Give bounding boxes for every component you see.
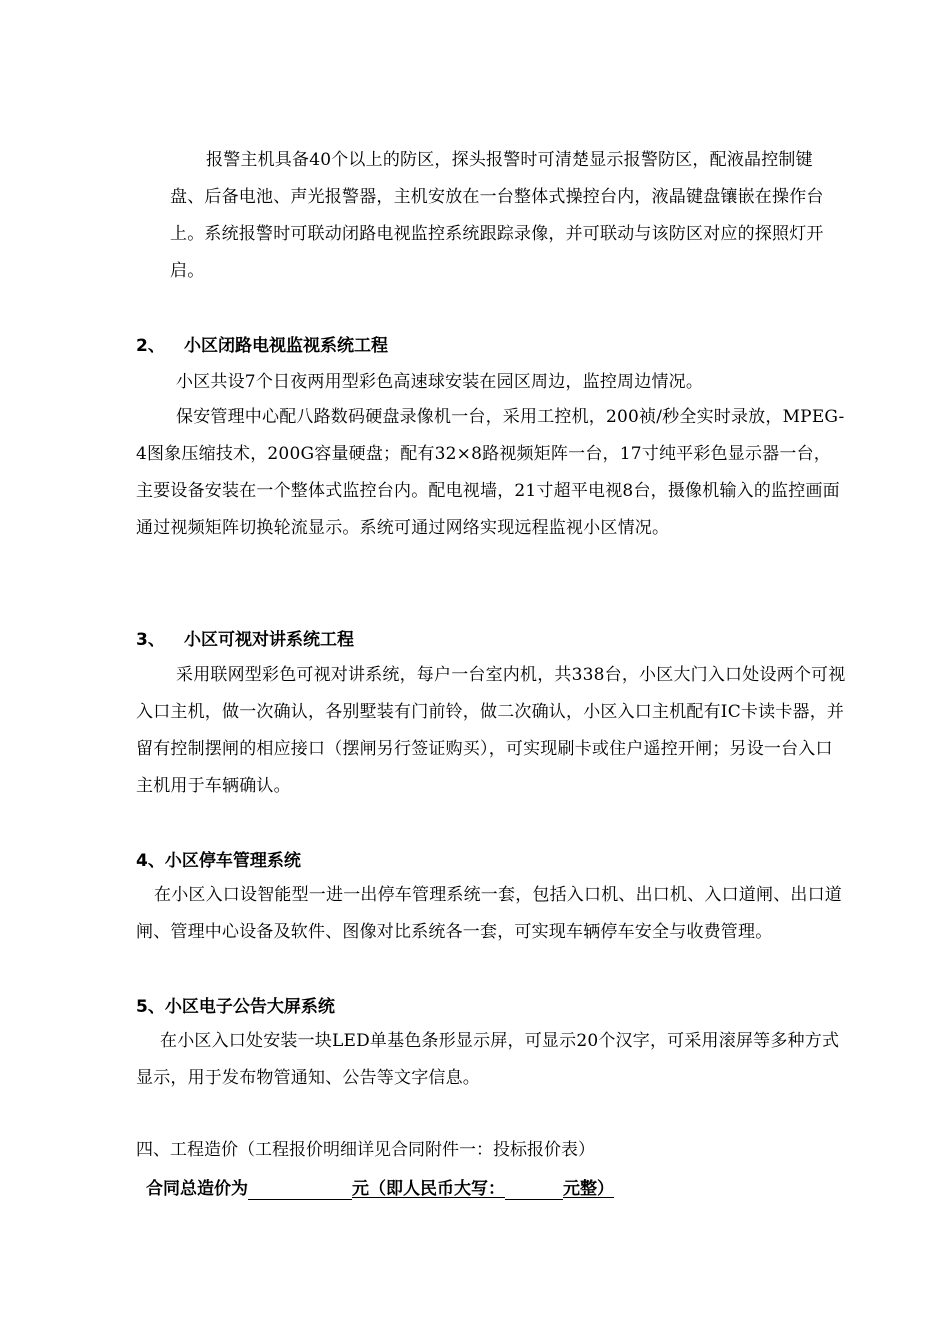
section-2-paragraph-b: 保安管理中心配八路数码硬盘录像机一台，采用工控机，200祯/秒全实时录放，MPEG-4图象压缩技术，200G容量硬盘；配有32×8路视频矩阵一台，17寸纯平彩色显示器一台，主要设备安装在一个整体式监控台内。配电视墙，21寸超平电视8台，摄像机输入的监控画面通过视频矩阵切换轮流显示。系统可通过网络实现远程监视小区情况。 — [136, 407, 845, 538]
section-2-heading — [136, 334, 388, 358]
price-capital-blank-field[interactable] — [505, 1179, 563, 1200]
section-2-title: 小区闭路电视监视系统工程 — [184, 336, 388, 356]
alarm-paragraph: 报警主机具备40个以上的防区，探头报警时可清楚显示报警防区，配液晶控制键盘、后备电池、声光报警器，主机安放在一台整体式操控台内，液晶键盘镶嵌在操作台上。系统报警时可联动闭路电视监控系统跟踪录像，并可联动与该防区对应的探照灯开启。 — [170, 150, 824, 281]
contract-price-label: 合同总造价为 — [146, 1179, 248, 1199]
contract-price-unit: 元（即人民币大写： — [352, 1179, 505, 1199]
section-2-number: 2、 — [136, 336, 165, 356]
contract-price-line — [146, 1176, 614, 1202]
section-5-paragraph: 在小区入口处安装一块LED单基色条形显示屏，可显示20个汉字，可采用滚屏等多种方式显示，用于发布物管通知、公告等文字信息。 — [136, 1031, 840, 1088]
price-blank-field[interactable] — [248, 1179, 352, 1200]
section-3-number: 3、 — [136, 630, 165, 650]
section-4-paragraph: 在小区入口设智能型一进一出停车管理系统一套，包括入口机、出口机、入口道闸、出口道闸、管理中心设备及软件、图像对比系统各一套，可实现车辆停车安全与收费管理。 — [136, 885, 842, 942]
section-3-heading — [136, 628, 354, 652]
contract-price-suffix: 元整） — [563, 1179, 614, 1199]
section-2-paragraph-a: 小区共设7个日夜两用型彩色高速球安装在园区周边，监控周边情况。 — [176, 372, 704, 392]
section-5-heading: 5、小区电子公告大屏系统 — [136, 997, 335, 1017]
section-3-paragraph: 采用联网型彩色可视对讲系统，每户一台室内机，共338台，小区大门入口处设两个可视入口主机，做一次确认，各别墅装有门前铃，做二次确认，小区入口主机配有IC卡读卡器，并留有控制摆闸的相应接口（摆闸另行签证购买），可实现刷卡或住户遥控开闸；另设一台入口主机用于车辆确认。 — [136, 665, 846, 796]
section-4-heading: 4、小区停车管理系统 — [136, 851, 301, 871]
section-3-title: 小区可视对讲系统工程 — [184, 630, 354, 650]
cost-heading: 四、工程造价（工程报价明细详见合同附件一：投标报价表） — [136, 1140, 595, 1160]
